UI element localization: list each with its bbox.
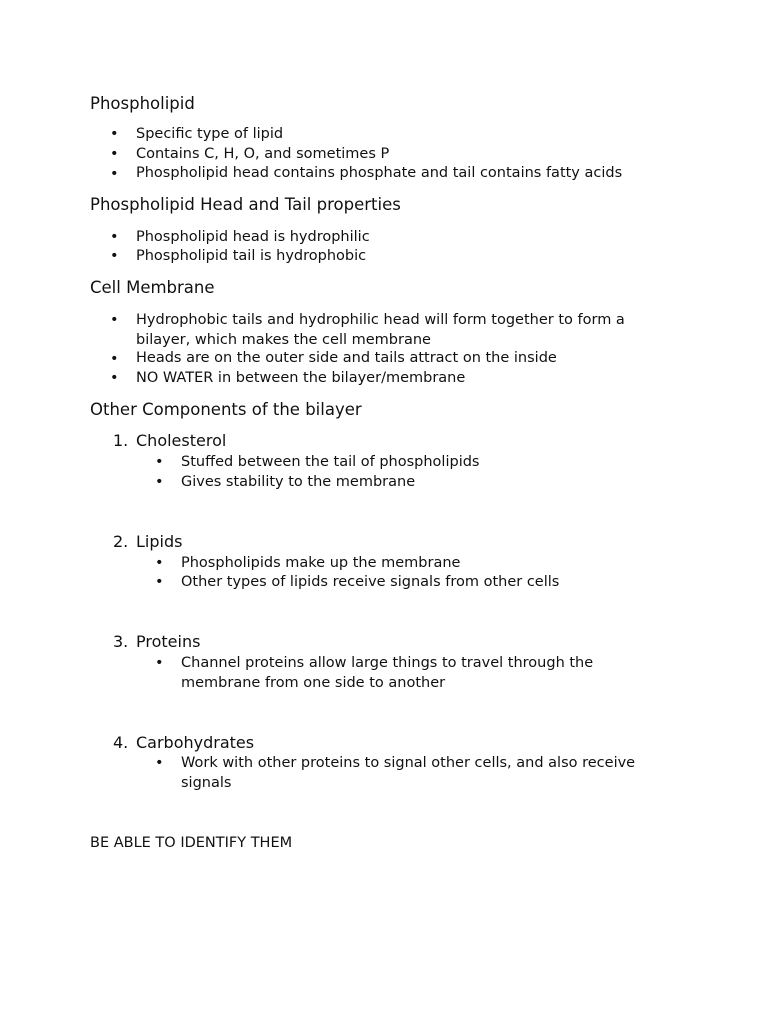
bullet-icon: •: [155, 755, 164, 771]
footer-note: BE ABLE TO IDENTIFY THEM: [90, 835, 293, 851]
section-heading-other-components: Other Components of the bilayer: [90, 400, 362, 419]
item-title-lipids: Lipids: [136, 532, 183, 551]
bullet-text: Stuffed between the tail of phospholipids: [181, 454, 480, 470]
bullet-icon: •: [155, 555, 164, 571]
bullet-text: Work with other proteins to signal other cells, and also receive signals: [181, 755, 636, 791]
list-number: 1.: [113, 431, 129, 450]
bullet-icon: •: [110, 312, 119, 328]
bullet-icon: •: [110, 229, 119, 245]
section-heading-cell-membrane: Cell Membrane: [90, 278, 215, 297]
bullet-text: Phospholipids make up the membrane: [181, 555, 461, 571]
bullet-icon: •: [155, 454, 164, 470]
bullet-icon: •: [110, 146, 119, 162]
item-title-proteins: Proteins: [136, 632, 201, 651]
bullet-text: Gives stability to the membrane: [181, 474, 416, 490]
bullet-text: Channel proteins allow large things to travel through the membrane from one side to another: [181, 655, 594, 691]
bullet-text: Specific type of lipid: [136, 126, 284, 142]
bullet-text: Heads are on the outer side and tails attract on the inside: [136, 350, 557, 366]
section-heading-phospholipid: Phospholipid: [90, 94, 195, 113]
bullet-text: Hydrophobic tails and hydrophilic head will form together to form a bilayer, which makes the cell membrane: [136, 312, 625, 348]
bullet-icon: •: [110, 126, 119, 142]
bullet-text: Phospholipid head contains phosphate and tail contains fatty acids: [136, 165, 623, 181]
list-number: 4.: [113, 733, 129, 752]
list-number: 3.: [113, 632, 129, 651]
bullet-text: NO WATER in between the bilayer/membrane: [136, 370, 466, 386]
bullet-icon: •: [155, 655, 164, 671]
list-number: 2.: [113, 532, 129, 551]
bullet-icon: •: [110, 166, 119, 182]
bullet-icon: •: [110, 248, 119, 264]
item-title-carbohydrates: Carbohydrates: [136, 733, 255, 752]
bullet-icon: •: [110, 351, 119, 367]
bullet-text: Phospholipid head is hydrophilic: [136, 229, 370, 245]
bullet-icon: •: [110, 370, 119, 386]
bullet-text: Other types of lipids receive signals from other cells: [181, 574, 560, 590]
bullet-text: Phospholipid tail is hydrophobic: [136, 248, 367, 264]
bullet-icon: •: [155, 474, 164, 490]
bullet-icon: •: [155, 574, 164, 590]
bullet-text: Contains C, H, O, and sometimes P: [136, 146, 390, 162]
section-heading-head-tail: Phospholipid Head and Tail properties: [90, 195, 401, 214]
item-title-cholesterol: Cholesterol: [136, 431, 227, 450]
